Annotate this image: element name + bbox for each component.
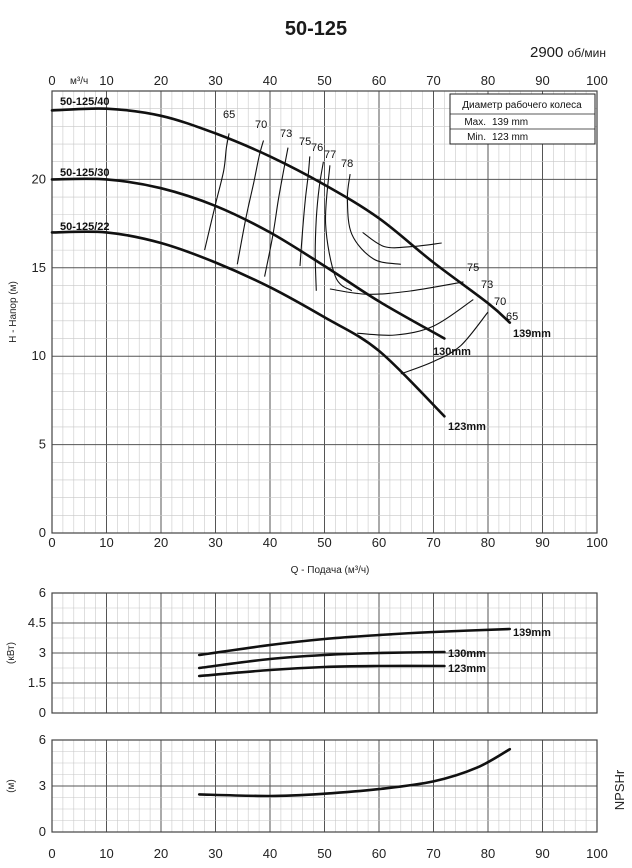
head-x-tick-bottom: 10 [99,535,114,550]
efficiency-line [357,300,473,336]
head-curve-label: 123mm [448,421,486,433]
head-x-tick-bottom: 80 [480,535,496,550]
chart-title: 50-125 [284,18,348,40]
head-curve-label: 130mm [433,346,471,358]
head-x-tick-top: 0 [48,73,56,88]
head-x-tick-top: 90 [535,73,550,88]
head-x-tick-top: 60 [371,73,387,88]
head-x-tick-top: 10 [99,73,114,88]
speed-unit: об/мин [567,46,606,60]
efficiency-label: 73 [280,128,293,140]
power-curve-label: 123mm [448,663,486,675]
efficiency-label: 73 [481,279,494,291]
npsh-curve [199,749,510,796]
power-y-tick: 4.5 [27,615,46,630]
head-x-tick-bottom: 30 [208,535,223,550]
head-x-tick-top: 50 [317,73,332,88]
npsh-x-tick: 40 [262,846,278,861]
model-label: 50-125/22 [60,221,110,233]
efficiency-label: 77 [324,149,337,161]
head-y-tick: 20 [31,171,46,187]
head-x-tick-top: 100 [586,73,608,88]
head-x-tick-bottom: 90 [535,535,550,550]
head-y-axis-label: H - Напор (м) [8,281,19,343]
head-curve-label: 139mm [513,328,551,340]
efficiency-line [325,165,351,290]
head-x-tick-bottom: 50 [317,535,332,550]
legend-header: Диаметр рабочего колеса [462,100,582,111]
power-curve-123mm [199,666,444,676]
head-y-tick: 0 [38,525,46,540]
legend-row-value: 139 mm [492,117,529,128]
efficiency-label: 70 [255,119,268,131]
npsh-x-tick: 50 [317,846,332,861]
efficiency-label: 78 [341,158,354,170]
efficiency-line [265,148,288,277]
head-x-tick-bottom: 40 [262,535,278,550]
npsh-y-tick: 3 [38,778,46,793]
npsh-x-tick: 10 [99,846,114,861]
efficiency-line [363,232,442,247]
npsh-x-tick: 0 [48,846,56,861]
efficiency-label: 70 [494,296,507,308]
head-y-tick: 15 [31,259,46,275]
head-x-tick-top: 20 [153,73,169,88]
npsh-x-tick: 20 [153,846,169,861]
npsh-x-tick: 30 [208,846,223,861]
power-y-tick: 6 [38,585,46,600]
npsh-side-label: NPSHr [612,769,627,811]
npsh-x-tick: 80 [480,846,496,861]
npsh-x-tick: 60 [371,846,387,861]
model-label: 50-125/40 [60,96,110,108]
head-x-tick-bottom: 0 [48,535,56,550]
efficiency-label: 75 [467,262,480,274]
power-curve-label: 130mm [448,648,486,660]
npsh-x-tick: 70 [426,846,441,861]
model-label: 50-125/30 [60,167,110,179]
head-x-tick-bottom: 70 [426,535,441,550]
head-x-axis-label: Q - Подача (м³/ч) [290,565,370,576]
efficiency-label: 65 [506,311,519,323]
efficiency-line [347,174,400,264]
npsh-x-tick: 100 [586,846,608,861]
head-x-tick-top: 40 [262,73,278,88]
head-x-tick-bottom: 60 [371,535,387,550]
npsh-x-tick: 90 [535,846,550,861]
head-x-tick-top: 30 [208,73,223,88]
head-x-tick-top: 80 [480,73,496,88]
efficiency-label: 75 [299,136,312,148]
npsh-y-tick: 6 [38,732,46,747]
head-x-tick-bottom: 100 [586,535,608,550]
power-y-tick: 3 [38,645,46,660]
efficiency-label: 65 [223,109,236,121]
speed-value: 2900 [529,44,564,61]
legend-row-label: Max. [464,117,486,128]
head-y-tick: 5 [38,436,46,452]
legend-row-value: 123 mm [492,132,529,143]
head-x-unit-top: м³/ч [70,76,89,87]
head-x-tick-bottom: 20 [153,535,169,550]
legend-row-label: Min. [467,132,486,143]
head-y-tick: 10 [31,348,46,364]
efficiency-label: 76 [311,142,324,154]
efficiency-line [237,141,263,265]
head-x-tick-top: 70 [426,73,441,88]
power-curve-label: 139mm [513,627,551,639]
npsh-y-tick: 0 [38,824,46,839]
power-y-tick: 0 [38,705,46,720]
power-y-axis-label: (кВт) [6,642,17,664]
power-y-tick: 1.5 [27,675,46,690]
npsh-y-axis-label: (м) [6,779,17,793]
